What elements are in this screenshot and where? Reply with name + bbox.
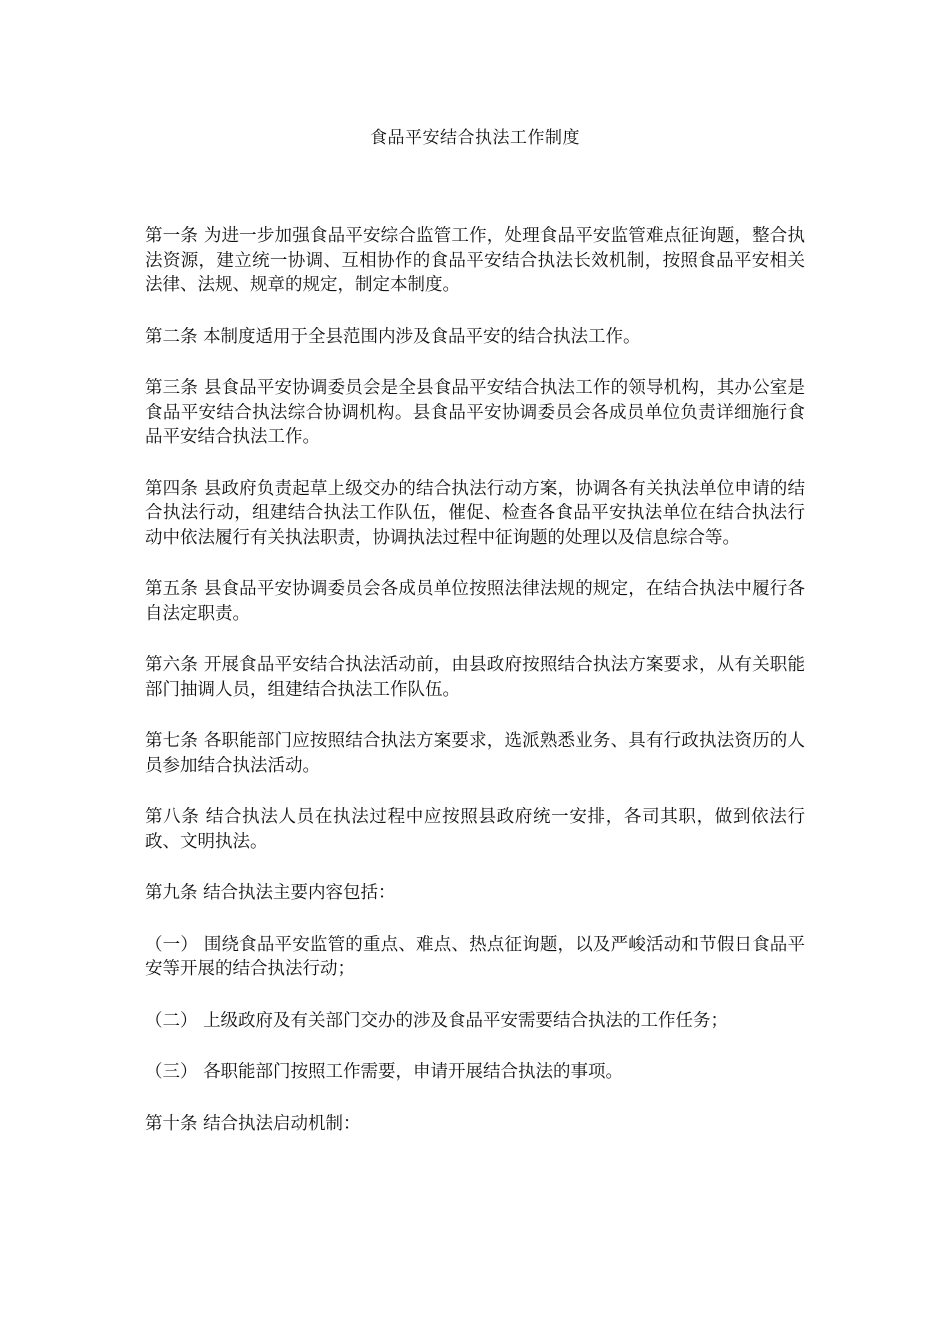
article-5: 第五条 县食品平安协调委员会各成员单位按照法律法规的规定，在结合执法中履行各自法定职责。 [145, 579, 805, 624]
article-10: 第十条 结合执法启动机制： [145, 1113, 361, 1134]
article-4: 第四条 县政府负责起草上级交办的结合执法行动方案，协调各有关执法单位申请的结合执法行动，组建结合执法工作队伍，催促、检查各食品平安执法单位在结合执法行动中依法履行有关执法职责，协调执法过程中征询题的处理以及信息综合等。 [145, 478, 805, 548]
article-8: 第八条 结合执法人员在执法过程中应按照县政府统一安排，各司其职，做到依法行政、文明执法。 [145, 807, 805, 852]
article-6: 第六条 开展食品平安结合执法活动前，由县政府按照结合执法方案要求，从有关职能部门抽调人员，组建结合执法工作队伍。 [145, 655, 805, 700]
document-body [145, 224, 805, 1163]
article-3: 第三条 县食品平安协调委员会是全县食品平安结合执法工作的领导机构，其办公室是食品平安结合执法综合协调机构。县食品平安协调委员会各成员单位负责详细施行食品平安结合执法工作。 [145, 378, 805, 447]
article-9-item-3: （三） 各职能部门按照工作需要，申请开展结合执法的事项。 [145, 1062, 624, 1082]
document-title: 食品平安结合执法工作制度 [370, 128, 580, 148]
article-2: 第二条 本制度适用于全县范围内涉及食品平安的结合执法工作。 [145, 326, 641, 347]
article-9-item-2: （二） 上级政府及有关部门交办的涉及食品平安需要结合执法的工作任务； [145, 1010, 729, 1031]
article-1: 第一条 为进一步加强食品平安综合监管工作，处理食品平安监管难点征询题，整合执法资源，建立统一协调、互相协作的食品平安结合执法长效机制，按照食品平安相关法律、法规、规章的规定，制定本制度。 [145, 226, 805, 295]
article-9-item-1: （一） 围绕食品平安监管的重点、难点、热点征询题，以及严峻活动和节假日食品平安等开展的结合执法行动； [145, 934, 805, 979]
article-7: 第七条 各职能部门应按照结合执法方案要求，选派熟悉业务、具有行政执法资历的人员参加结合执法活动。 [145, 731, 805, 776]
article-9: 第九条 结合执法主要内容包括： [145, 883, 396, 903]
